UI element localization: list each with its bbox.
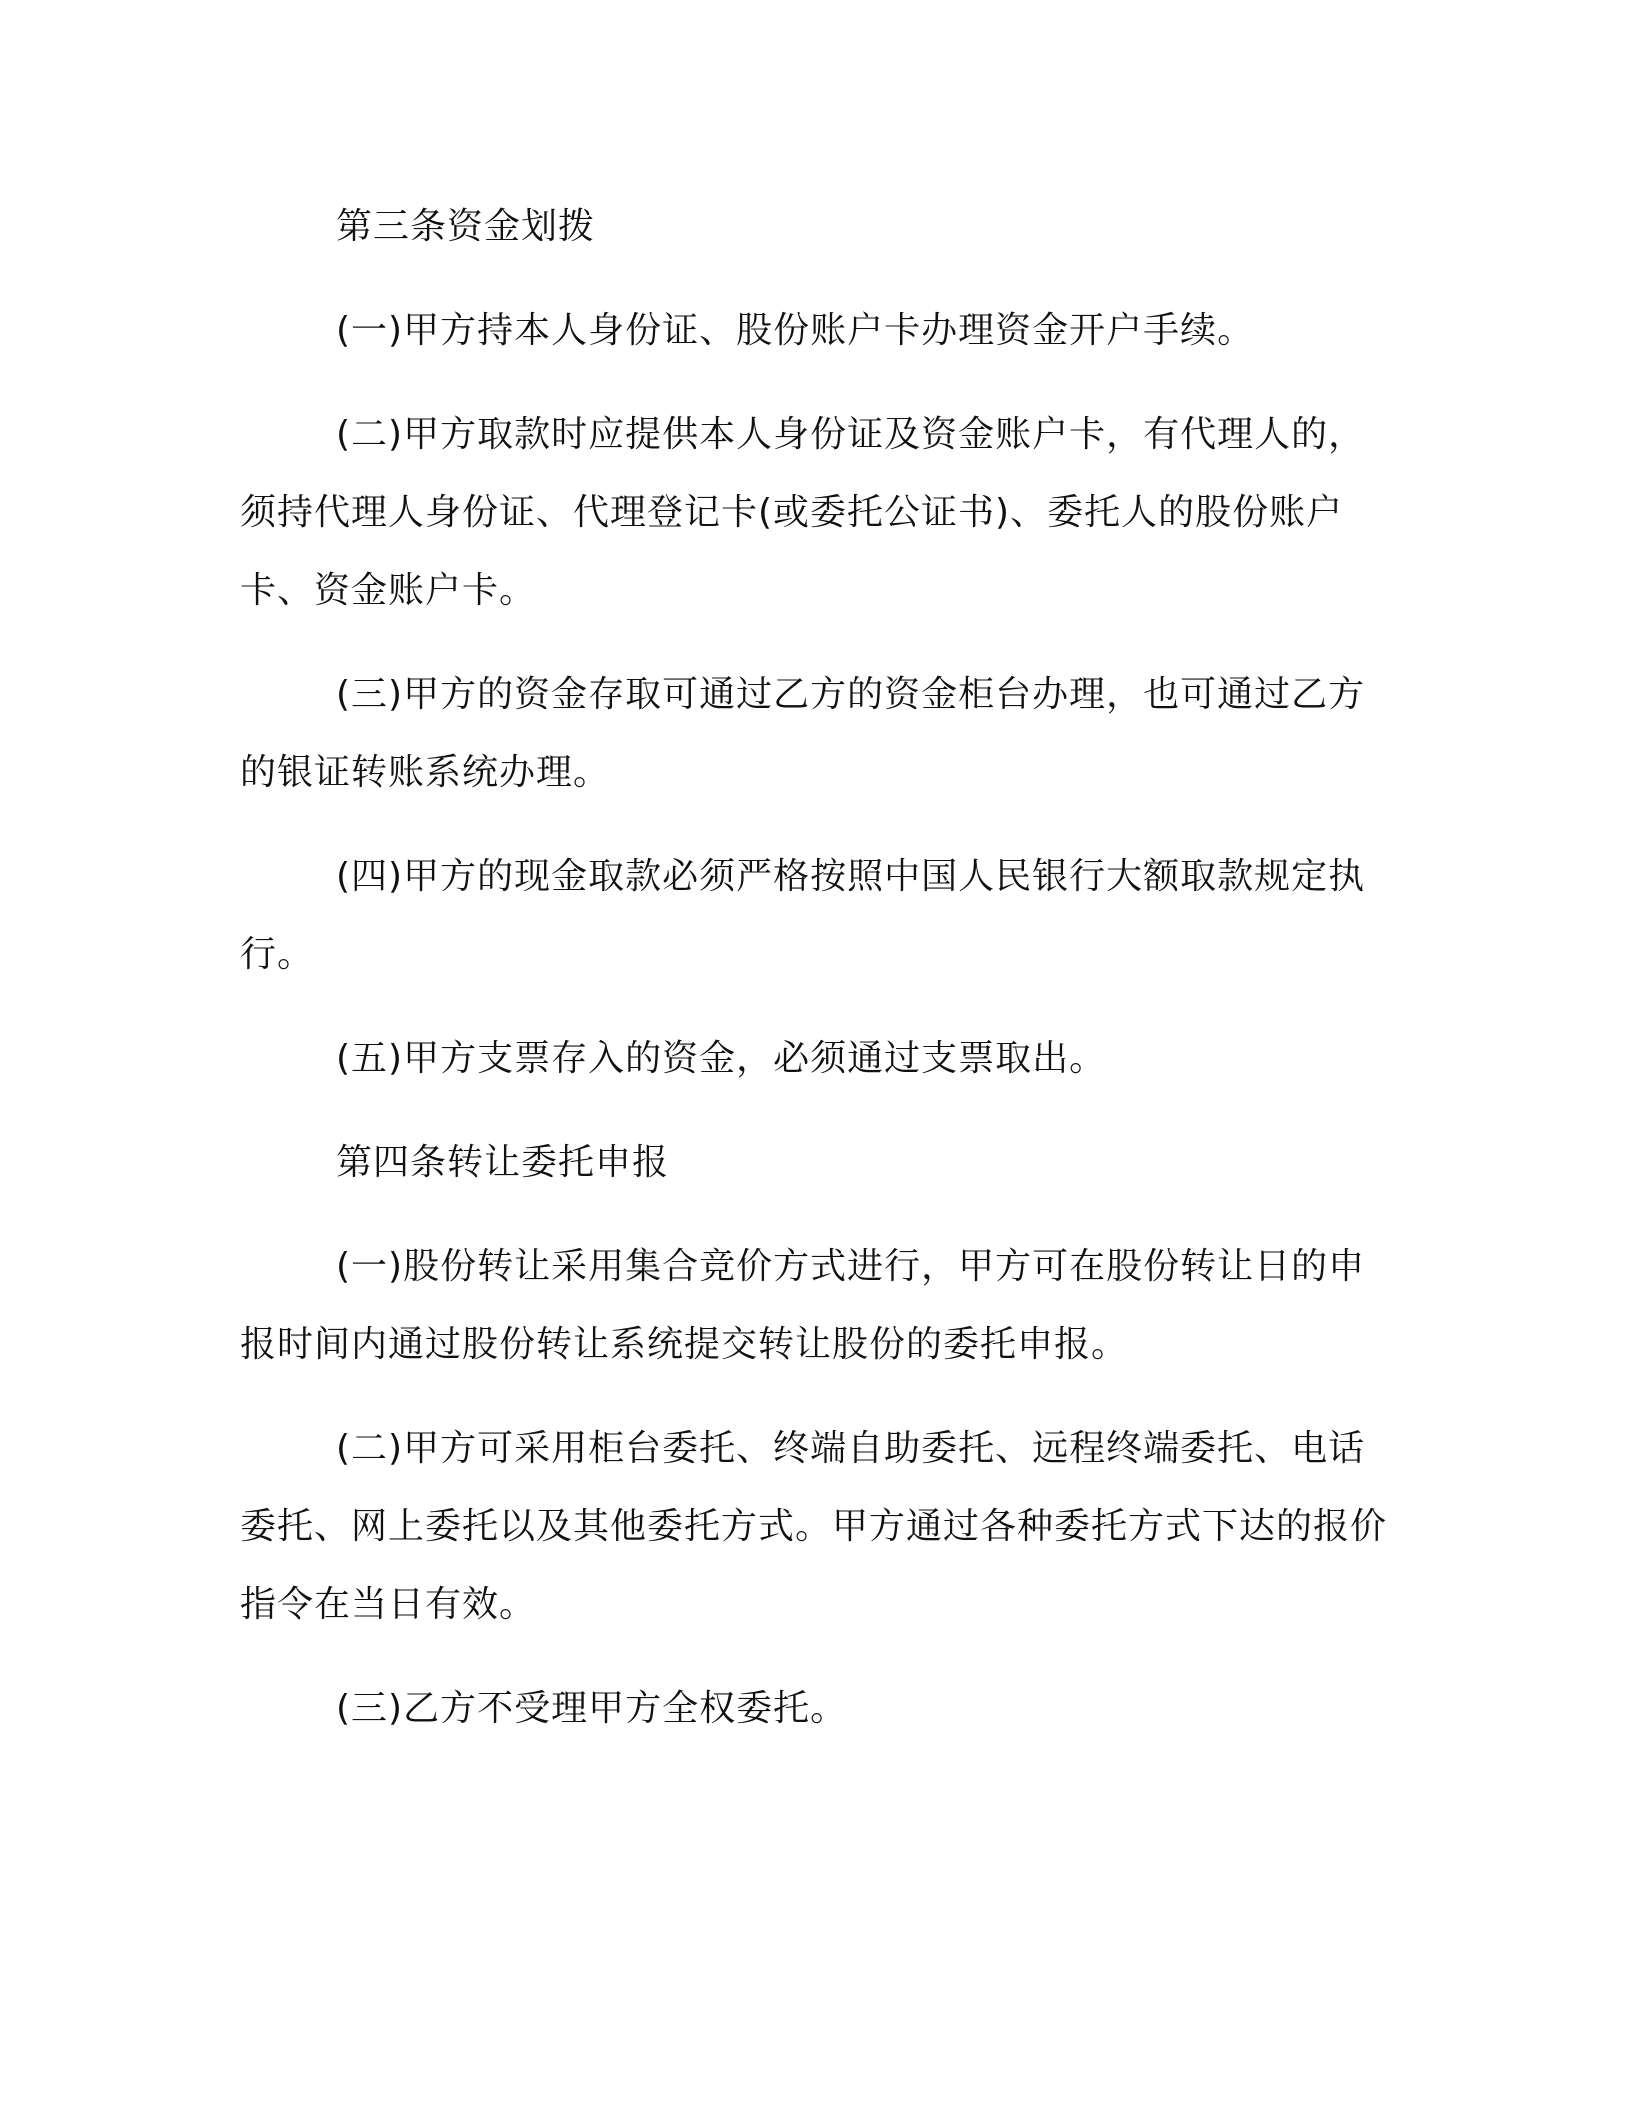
clause-3-3: (三)甲方的资金存取可通过乙方的资金柜台办理，也可通过乙方的银证转账系统办理。 [240,674,1366,793]
clause-3-2: (二)甲方取款时应提供本人身份证及资金账户卡，有代理人的，须持代理人身份证、代理登记卡(或委托公证书)、委托人的股份账户卡、资金账户卡。 [240,414,1366,611]
document-body [240,188,1400,1774]
clause-4-1: (一)股份转让采用集合竞价方式进行，甲方可在股份转让日的申报时间内通过股份转让系统提交转让股份的委托申报。 [240,1246,1366,1365]
clause-4-2: (二)甲方可采用柜台委托、终端自助委托、远程终端委托、电话委托、网上委托以及其他委托方式。甲方通过各种委托方式下达的报价指令在当日有效。 [240,1428,1388,1625]
section-heading-4: 第四条转让委托申报 [336,1142,670,1183]
section-heading-3: 第三条资金划拨 [336,206,596,247]
clause-3-5: (五)甲方支票存入的资金，必须通过支票取出。 [336,1038,1107,1079]
clause-3-1: (一)甲方持本人身份证、股份账户卡办理资金开户手续。 [336,310,1255,351]
clause-4-3: (三)乙方不受理甲方全权委托。 [336,1688,848,1729]
clause-3-4: (四)甲方的现金取款必须严格按照中国人民银行大额取款规定执行。 [240,856,1366,975]
